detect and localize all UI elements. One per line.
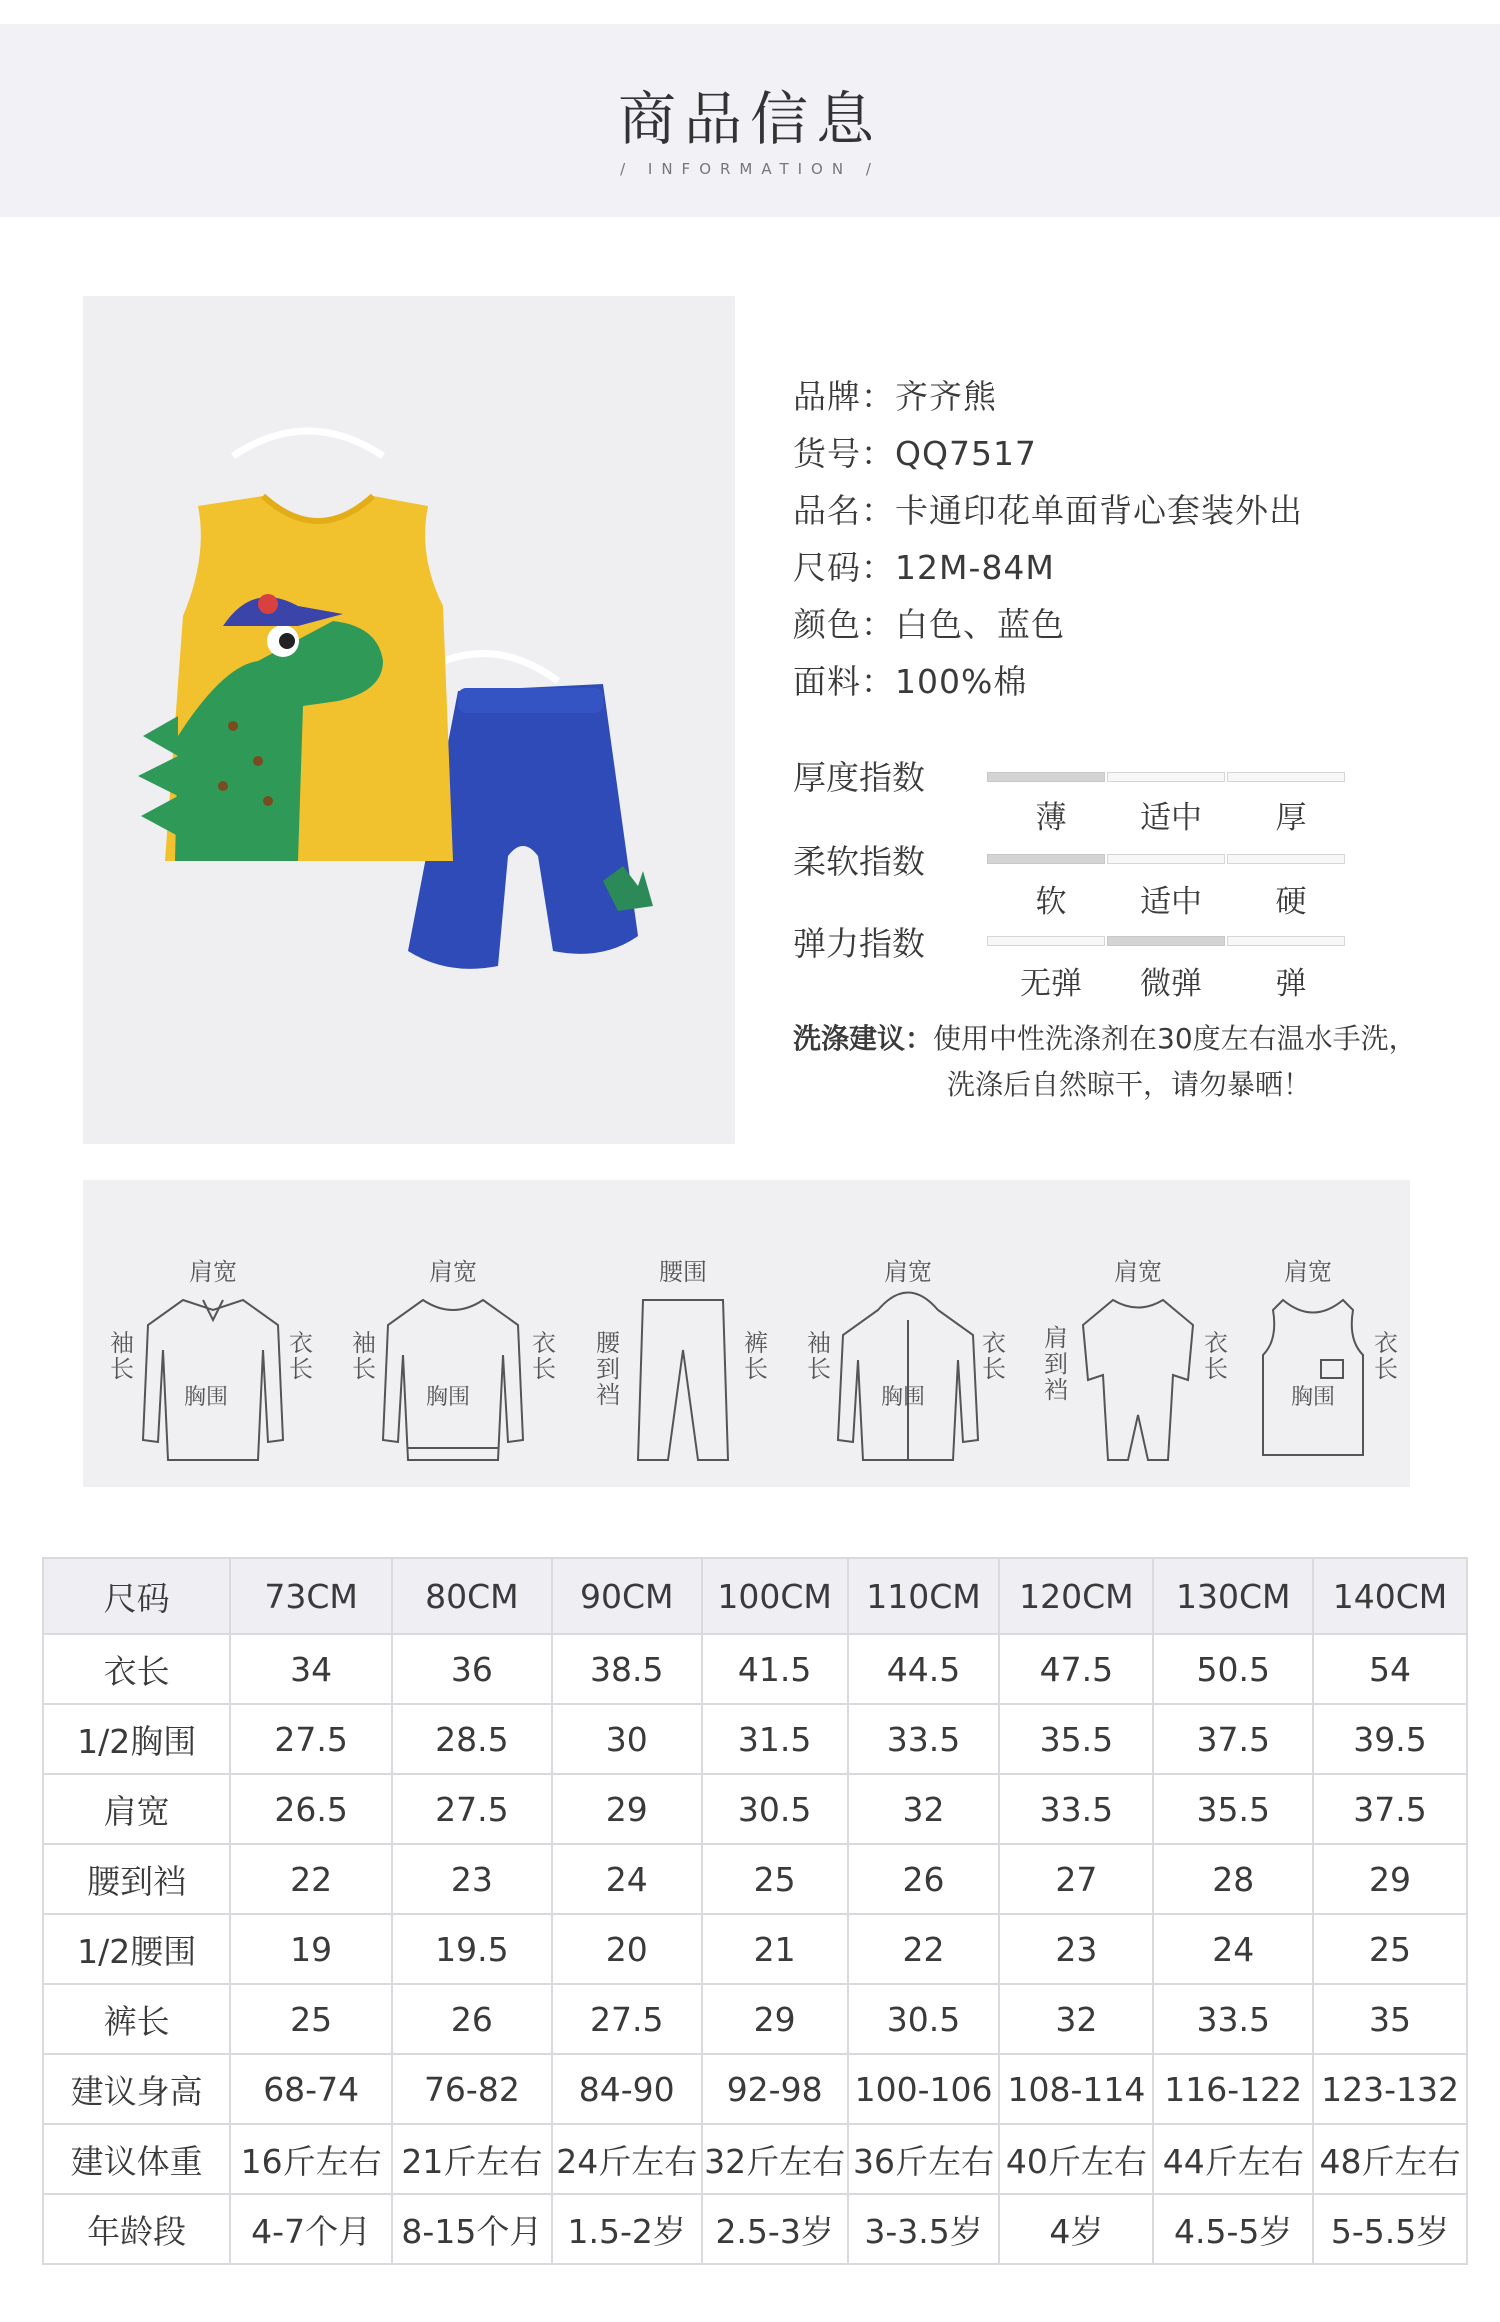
table-cell: 27.5	[230, 1704, 392, 1774]
table-header-cell: 尺码	[43, 1558, 230, 1634]
table-cell: 25	[702, 1844, 848, 1914]
thickness-opt-2: 厚	[1275, 800, 1307, 836]
table-cell: 84-90	[552, 2054, 702, 2124]
table-row-label: 衣长	[43, 1634, 230, 1704]
pants-icon	[623, 1280, 743, 1480]
info-fabric-key: 面料：	[793, 662, 895, 701]
table-cell: 26	[392, 1984, 552, 2054]
table-cell: 32	[999, 1984, 1153, 2054]
table-cell: 1.5-2岁	[552, 2194, 702, 2264]
softness-seg-2	[1227, 854, 1345, 864]
table-cell: 36	[392, 1634, 552, 1704]
table-cell: 21	[702, 1914, 848, 1984]
softness-opt-0: 软	[1035, 884, 1067, 920]
thickness-seg-2	[1227, 772, 1345, 782]
table-cell: 4-7个月	[230, 2194, 392, 2264]
g2-chest-label: 胸围	[425, 1385, 470, 1410]
info-name-value: 卡通印花单面背心套装外出	[895, 491, 1303, 530]
info-color	[793, 596, 1303, 653]
table-row	[43, 1704, 1467, 1774]
info-color-value: 白色、蓝色	[895, 605, 1065, 644]
table-cell: 32	[848, 1774, 1000, 1844]
softness-opt-2: 硬	[1275, 884, 1307, 920]
table-cell: 28	[1153, 1844, 1313, 1914]
table-cell: 24	[552, 1844, 702, 1914]
info-fabric	[793, 653, 1303, 710]
g1-length-label: 衣长	[289, 1329, 313, 1383]
table-cell: 108-114	[999, 2054, 1153, 2124]
table-cell: 24斤左右	[552, 2124, 702, 2194]
table-header-cell: 100CM	[702, 1558, 848, 1634]
table-row	[43, 2124, 1467, 2194]
softness-seg-0	[987, 854, 1105, 864]
table-cell: 44斤左右	[1153, 2124, 1313, 2194]
g4-shoulder-label: 肩宽	[884, 1258, 932, 1286]
table-header-cell: 80CM	[392, 1558, 552, 1634]
table-cell: 26.5	[230, 1774, 392, 1844]
table-cell: 33.5	[999, 1774, 1153, 1844]
table-cell: 41.5	[702, 1634, 848, 1704]
measurement-guide	[83, 1180, 1410, 1487]
table-row	[43, 1634, 1467, 1704]
g2-length-label: 衣长	[532, 1329, 556, 1383]
info-sku-value: QQ7517	[895, 434, 1037, 473]
table-row	[43, 1844, 1467, 1914]
softness-index-label: 柔软指数	[793, 842, 925, 881]
table-cell: 35.5	[999, 1704, 1153, 1774]
table-cell: 22	[848, 1914, 1000, 1984]
table-cell: 123-132	[1313, 2054, 1467, 2124]
table-cell: 27.5	[552, 1984, 702, 2054]
table-row-label: 1/2胸围	[43, 1704, 230, 1774]
g4-chest-label: 胸围	[880, 1385, 925, 1410]
table-cell: 2.5-3岁	[702, 2194, 848, 2264]
g6-shoulder-label: 肩宽	[1284, 1258, 1332, 1286]
table-cell: 76-82	[392, 2054, 552, 2124]
elasticity-opt-2: 弹	[1275, 966, 1307, 1002]
thickness-scale	[987, 772, 1349, 784]
table-cell: 4岁	[999, 2194, 1153, 2264]
wash-advice	[793, 1016, 1417, 1108]
elasticity-seg-2	[1227, 936, 1345, 946]
g3-pants-length-label: 裤长	[744, 1329, 768, 1383]
g6-length-label: 衣长	[1374, 1329, 1398, 1383]
table-cell: 35	[1313, 1984, 1467, 2054]
info-size-value: 12M-84M	[895, 548, 1055, 587]
table-cell: 23	[392, 1844, 552, 1914]
info-fabric-value: 100%棉	[895, 662, 1028, 701]
softness-scale	[987, 854, 1349, 866]
info-brand-key: 品牌：	[793, 377, 895, 416]
table-cell: 31.5	[702, 1704, 848, 1774]
table-cell: 28.5	[392, 1704, 552, 1774]
wash-line-2: 洗涤后自然晾干，请勿暴晒！	[947, 1068, 1312, 1101]
thickness-seg-1	[1107, 772, 1225, 782]
page-subtitle: / INFORMATION /	[620, 160, 880, 178]
table-row-label: 腰到裆	[43, 1844, 230, 1914]
product-info	[793, 368, 1303, 710]
table-cell: 5-5.5岁	[1313, 2194, 1467, 2264]
table-row	[43, 2054, 1467, 2124]
table-row	[43, 1914, 1467, 1984]
table-cell: 37.5	[1153, 1704, 1313, 1774]
table-cell: 19.5	[392, 1914, 552, 1984]
table-cell: 19	[230, 1914, 392, 1984]
table-cell: 27.5	[392, 1774, 552, 1844]
g2-sleeve-label: 袖长	[352, 1329, 376, 1383]
thickness-opt-0: 薄	[1035, 800, 1067, 836]
table-cell: 35.5	[1153, 1774, 1313, 1844]
table-cell: 29	[1313, 1844, 1467, 1914]
info-sku-key: 货号：	[793, 434, 895, 473]
table-row-label: 裤长	[43, 1984, 230, 2054]
elasticity-seg-0	[987, 936, 1105, 946]
table-cell: 29	[702, 1984, 848, 2054]
table-cell: 33.5	[848, 1704, 1000, 1774]
table-cell: 30	[552, 1704, 702, 1774]
table-cell: 3-3.5岁	[848, 2194, 1000, 2264]
size-table	[42, 1557, 1468, 2265]
g5-shoulder-label: 肩宽	[1114, 1258, 1162, 1286]
table-cell: 23	[999, 1914, 1153, 1984]
product-illustration	[83, 296, 735, 1144]
g4-length-label: 衣长	[982, 1329, 1006, 1383]
table-cell: 8-15个月	[392, 2194, 552, 2264]
g6-chest-label: 胸围	[1290, 1385, 1335, 1410]
table-cell: 48斤左右	[1313, 2124, 1467, 2194]
table-header-cell: 90CM	[552, 1558, 702, 1634]
table-cell: 32斤左右	[702, 2124, 848, 2194]
table-cell: 16斤左右	[230, 2124, 392, 2194]
softness-seg-1	[1107, 854, 1225, 864]
table-cell: 68-74	[230, 2054, 392, 2124]
table-cell: 38.5	[552, 1634, 702, 1704]
table-cell: 25	[1313, 1914, 1467, 1984]
romper-icon	[1073, 1280, 1203, 1480]
table-row	[43, 1774, 1467, 1844]
info-name	[793, 482, 1303, 539]
table-header-cell: 140CM	[1313, 1558, 1467, 1634]
table-row-label: 年龄段	[43, 2194, 230, 2264]
g5-shoulder-crotch-label: 肩到裆	[1044, 1324, 1068, 1404]
info-sku	[793, 425, 1303, 482]
table-cell: 40斤左右	[999, 2124, 1153, 2194]
product-photo	[83, 296, 735, 1144]
g3-crotch-label: 腰到裆	[596, 1329, 620, 1409]
g2-shoulder-label: 肩宽	[429, 1258, 477, 1286]
table-header-cell: 120CM	[999, 1558, 1153, 1634]
elasticity-scale	[987, 936, 1349, 948]
info-brand	[793, 368, 1303, 425]
info-size-key: 尺码：	[793, 548, 895, 587]
thickness-index-label: 厚度指数	[793, 758, 925, 797]
g3-waist-label: 腰围	[659, 1258, 707, 1286]
table-cell: 50.5	[1153, 1634, 1313, 1704]
thickness-seg-0	[987, 772, 1105, 782]
g1-chest-label: 胸围	[183, 1385, 228, 1410]
wash-line-1: 使用中性洗涤剂在30度左右温水手洗，	[933, 1022, 1417, 1055]
elasticity-opt-0: 无弹	[1020, 966, 1082, 1002]
g4-sleeve-label: 袖长	[807, 1329, 831, 1383]
g1-shoulder-label: 肩宽	[189, 1258, 237, 1286]
wash-label: 洗涤建议：	[793, 1022, 934, 1055]
table-cell: 116-122	[1153, 2054, 1313, 2124]
table-cell: 36斤左右	[848, 2124, 1000, 2194]
table-cell: 24	[1153, 1914, 1313, 1984]
elasticity-opt-1: 微弹	[1140, 966, 1202, 1002]
table-cell: 26	[848, 1844, 1000, 1914]
table-cell: 27	[999, 1844, 1153, 1914]
table-cell: 29	[552, 1774, 702, 1844]
table-cell: 21斤左右	[392, 2124, 552, 2194]
table-cell: 30.5	[848, 1984, 1000, 2054]
table-header-cell: 130CM	[1153, 1558, 1313, 1634]
table-cell: 33.5	[1153, 1984, 1313, 2054]
softness-opt-1: 适中	[1140, 884, 1202, 920]
section-header	[0, 24, 1500, 217]
table-cell: 47.5	[999, 1634, 1153, 1704]
elasticity-index-label: 弹力指数	[793, 924, 925, 963]
info-size	[793, 539, 1303, 596]
table-header-cell: 73CM	[230, 1558, 392, 1634]
info-color-key: 颜色：	[793, 605, 895, 644]
table-cell: 54	[1313, 1634, 1467, 1704]
table-row-label: 建议体重	[43, 2124, 230, 2194]
table-row-label: 1/2腰围	[43, 1914, 230, 1984]
page-title: 商品信息	[617, 85, 882, 153]
table-cell: 92-98	[702, 2054, 848, 2124]
table-row-label: 肩宽	[43, 1774, 230, 1844]
elasticity-seg-1	[1107, 936, 1225, 946]
table-cell: 37.5	[1313, 1774, 1467, 1844]
table-header-cell: 110CM	[848, 1558, 1000, 1634]
table-cell: 39.5	[1313, 1704, 1467, 1774]
g5-length-label: 衣长	[1204, 1329, 1228, 1383]
table-cell: 4.5-5岁	[1153, 2194, 1313, 2264]
table-cell: 20	[552, 1914, 702, 1984]
table-cell: 34	[230, 1634, 392, 1704]
table-row	[43, 1984, 1467, 2054]
table-header-row	[43, 1558, 1467, 1634]
table-cell: 25	[230, 1984, 392, 2054]
g1-sleeve-label: 袖长	[110, 1329, 134, 1383]
table-row	[43, 2194, 1467, 2264]
info-name-key: 品名：	[793, 491, 895, 530]
table-cell: 30.5	[702, 1774, 848, 1844]
info-brand-value: 齐齐熊	[895, 377, 997, 416]
table-cell: 100-106	[848, 2054, 1000, 2124]
table-row-label: 建议身高	[43, 2054, 230, 2124]
table-cell: 44.5	[848, 1634, 1000, 1704]
table-cell: 22	[230, 1844, 392, 1914]
thickness-opt-1: 适中	[1140, 800, 1202, 836]
